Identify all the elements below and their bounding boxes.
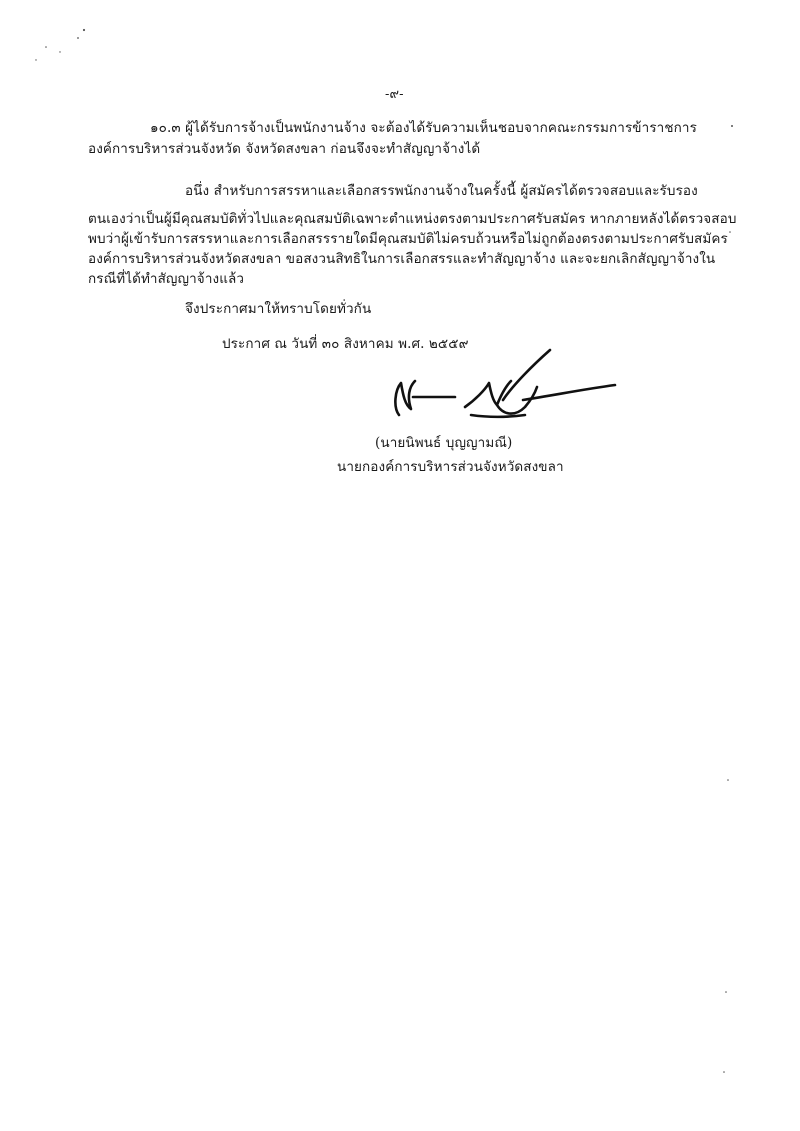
paragraph-2-line-4: องค์การบริหารส่วนจังหวัดสงขลา ขอสงวนสิทธิในการเลือกสรรและทำสัญญาจ้าง และจะยกเลิกสัญญาจ้างใน xyxy=(88,251,716,267)
paragraph-1-line-1: ๑๐.๓ ผู้ได้รับการจ้างเป็นพนักงานจ้าง จะต้องได้รับความเห็นชอบจากคณะกรรมการข้าราชการ xyxy=(150,120,697,136)
paragraph-2-line-1: อนึ่ง สำหรับการสรรหาและเลือกสรรพนักงานจ้างในครั้งนี้ ผู้สมัครได้ตรวจสอบและรับรอง xyxy=(185,183,698,199)
paragraph-2-line-2: ตนเองว่าเป็นผู้มีคุณสมบัติทั่วไปและคุณสมบัติเฉพาะตำแหน่งตรงตามประกาศรับสมัคร หากภายหลังได้ตรวจสอบ xyxy=(88,211,737,227)
handwritten-signature xyxy=(385,345,620,430)
signer-name: (นายนิพนธ์ บุญญามณี) xyxy=(375,435,513,451)
paragraph-1-line-2: องค์การบริหารส่วนจังหวัด จังหวัดสงขลา ก่อนจึงจะทำสัญญาจ้างได้ xyxy=(88,141,481,157)
announcement-date: ประกาศ ณ วันที่ ๓๐ สิงหาคม พ.ศ. ๒๕๕๙ xyxy=(222,336,469,352)
paragraph-2-line-3: พบว่าผู้เข้ารับการสรรหาและการเลือกสรรรายใดมีคุณสมบัติไม่ครบถ้วนหรือไม่ถูกต้องตรงตามประกาศรับสมัคร xyxy=(88,231,728,247)
paragraph-2-line-5: กรณีที่ได้ทำสัญญาจ้างแล้ว xyxy=(88,271,245,287)
page-number: -๙- xyxy=(385,87,404,102)
closing-statement: จึงประกาศมาให้ทราบโดยทั่วกัน xyxy=(185,301,372,317)
signer-title: นายกองค์การบริหารส่วนจังหวัดสงขลา xyxy=(337,459,564,475)
